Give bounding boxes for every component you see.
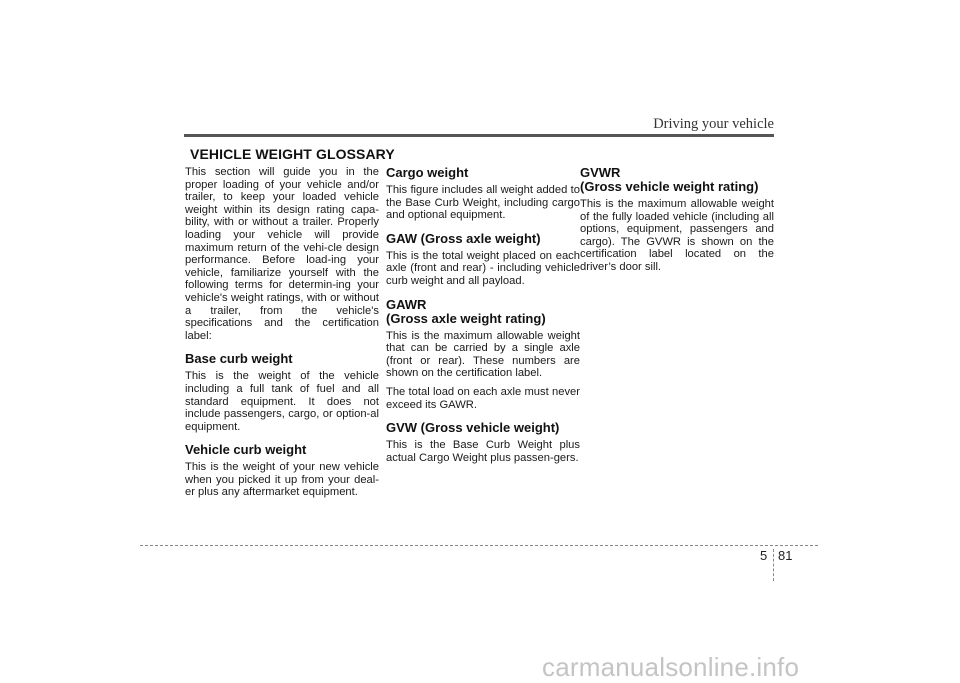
page-number: 81	[778, 548, 793, 563]
vehicle-curb-weight-text: This is the weight of your new vehicle when you picked it up from your deal-er plus any aftermarket equipment.	[185, 461, 379, 499]
heading-vehicle-curb-weight: Vehicle curb weight	[185, 442, 307, 458]
heading-gawr	[386, 298, 580, 326]
intro-paragraph: This section will guide you in the proper loading of your vehicle and/or trailer, to keep your loaded vehicle weight within its design rating capa-bility, with or without a trailer. Properly loading your vehicle will provide maximum return of the vehi-cle design performance. Before load-ing your vehicle, familiarize yourself with the following terms for determin-ing your vehicle's weight ratings, with or without a trailer, from the vehicle's specifications and the certification label:	[185, 166, 379, 342]
column-3	[580, 166, 774, 280]
gaw-text: This is the total weight placed on each axle (front and rear) - including vehicle curb weight and all payload.	[386, 249, 580, 287]
heading-gawr-line1: GAWR	[386, 296, 427, 312]
heading-cargo-weight: Cargo weight	[386, 165, 469, 180]
gvw-text: This is the Base Curb Weight plus actual Cargo Weight plus passen-gers.	[386, 439, 580, 464]
chapter-number: 5	[760, 548, 768, 563]
header-rule	[184, 134, 774, 137]
column-2	[386, 166, 580, 470]
section-title: VEHICLE WEIGHT GLOSSARY	[190, 146, 395, 162]
column-1	[185, 166, 379, 505]
heading-gvwr	[580, 166, 774, 194]
watermark: carmanualsonline.info	[542, 652, 800, 682]
gawr-text-1: This is the maximum allowable weight that can be carried by a single axle (front or rear). These numbers are shown on the certification label.	[386, 329, 580, 380]
heading-base-curb-weight: Base curb weight	[185, 351, 293, 367]
heading-gvwr-line2: (Gross vehicle weight rating)	[580, 179, 759, 194]
page-number-separator	[773, 549, 774, 581]
gvwr-text: This is the maximum allowable weight of the fully loaded vehicle (including all options, equipment, passengers and cargo). The GVWR is shown on the certification label located on the driver’s door sill.	[580, 198, 774, 273]
running-header: Driving your vehicle	[653, 116, 774, 132]
gawr-text-2: The total load on each axle must never exceed its GAWR.	[386, 385, 580, 411]
heading-gaw: GAW (Gross axle weight)	[386, 230, 541, 246]
heading-gvw: GVW (Gross vehicle weight)	[386, 420, 560, 436]
base-curb-weight-text: This is the weight of the vehicle including a full tank of fuel and all standard equipment. It does not include passengers, cargo, or option-al equipment.	[185, 370, 379, 433]
heading-gvwr-line1: GVWR	[580, 165, 621, 180]
heading-gawr-line2: (Gross axle weight rating)	[386, 310, 546, 326]
cargo-weight-text: This figure includes all weight added to the Base Curb Weight, including cargo and optional equipment.	[386, 184, 580, 222]
footer-rule	[140, 545, 818, 546]
